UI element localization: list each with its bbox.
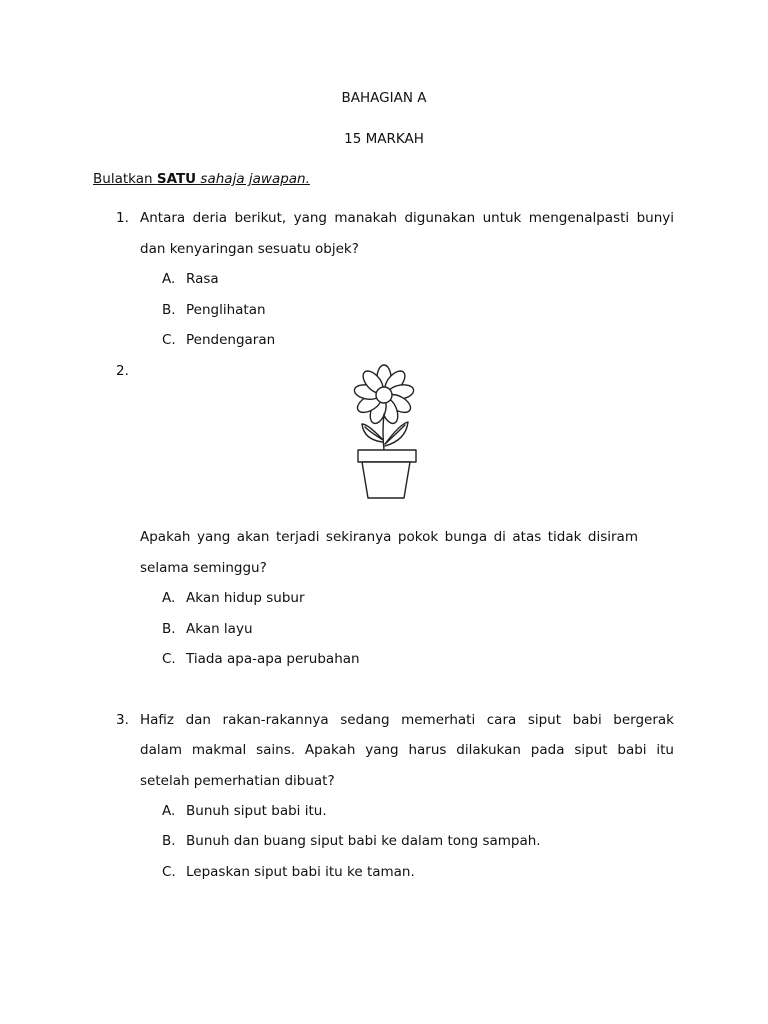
flower-in-pot-illustration bbox=[338, 362, 434, 502]
option-text: Akan hidup subur bbox=[186, 590, 305, 606]
option-letter: C. bbox=[162, 651, 176, 667]
question-text-line: dan kenyaringan sesuatu objek? bbox=[140, 241, 359, 257]
option-text: Lepaskan siput babi itu ke taman. bbox=[186, 864, 415, 880]
option-text: Bunuh dan buang siput babi ke dalam tong sampah. bbox=[186, 833, 541, 849]
question-number: 2. bbox=[116, 363, 129, 379]
option-letter: C. bbox=[162, 332, 176, 348]
option-letter: B. bbox=[162, 833, 176, 849]
question-text-line: Apakah yang akan terjadi sekiranya pokok bunga di atas tidak disiram bbox=[140, 529, 638, 545]
question-text-line: setelah pemerhatian dibuat? bbox=[140, 773, 335, 789]
option-letter: A. bbox=[162, 271, 176, 287]
question-number: 1. bbox=[116, 210, 129, 226]
option-text: Akan layu bbox=[186, 621, 253, 637]
instruction bbox=[93, 171, 310, 187]
option-letter: A. bbox=[162, 803, 176, 819]
section-marks: 15 MARKAH bbox=[344, 131, 424, 147]
option-letter: B. bbox=[162, 621, 176, 637]
option-letter: B. bbox=[162, 302, 176, 318]
question-text-line: selama seminggu? bbox=[140, 560, 267, 576]
option-text: Pendengaran bbox=[186, 332, 276, 348]
option-text: Rasa bbox=[186, 271, 219, 287]
option-text: Penglihatan bbox=[186, 302, 266, 318]
question-text-line: dalam makmal sains. Apakah yang harus dilakukan pada siput babi itu bbox=[140, 742, 674, 758]
instruction-emphasis: SATU bbox=[156, 171, 197, 187]
option-letter: A. bbox=[162, 590, 176, 606]
question-text-line: Antara deria berikut, yang manakah digunakan untuk mengenalpasti bunyi bbox=[140, 210, 674, 226]
question-number: 3. bbox=[116, 712, 129, 728]
option-letter: C. bbox=[162, 864, 176, 880]
option-text: Bunuh siput babi itu. bbox=[186, 803, 327, 819]
option-text: Tiada apa-apa perubahan bbox=[186, 651, 360, 667]
instruction-suffix: sahaja jawapan. bbox=[196, 171, 310, 187]
instruction-prefix: Bulatkan bbox=[93, 171, 157, 187]
question-text-line: Hafiz dan rakan-rakannya sedang memerhati cara siput babi bergerak bbox=[140, 712, 674, 728]
section-title: BAHAGIAN A bbox=[341, 90, 427, 106]
